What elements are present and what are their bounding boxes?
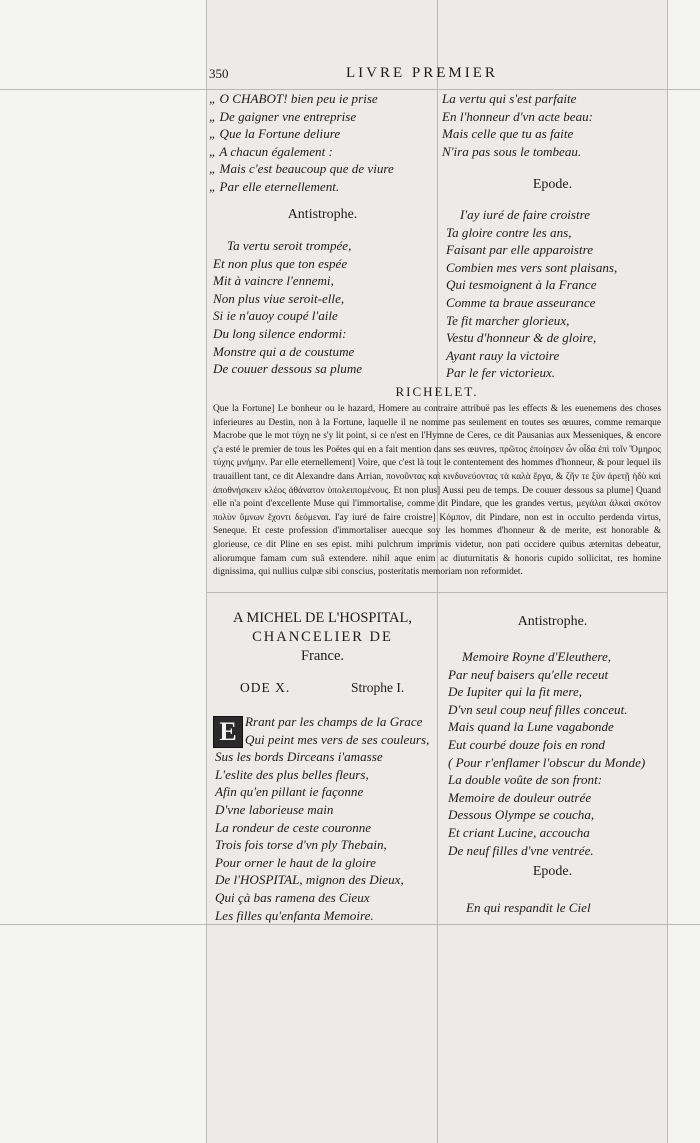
commentary-heading: RICHELET.: [395, 384, 479, 399]
epode-heading: Epode.: [532, 864, 573, 879]
verse-line: De neuf filles d'vne ventrée.: [448, 842, 594, 858]
verse-line: „ A chacun également :: [209, 143, 333, 159]
upper-right-stanza: [442, 90, 593, 160]
verse-line: „ Mais c'est beaucoup que de viure: [209, 161, 394, 177]
verse-line: Rrant par les champs de la Grace: [245, 714, 423, 729]
verse-line: De l'HOSPITAL, mignon des Dieux,: [215, 872, 404, 888]
antistrophe-heading: Antistrophe.: [287, 207, 358, 222]
verse-line: Trois fois torse d'vn ply Thebain,: [215, 837, 387, 853]
page-number: 350: [209, 66, 229, 81]
verse-line: Faisant par elle apparoistre: [446, 242, 594, 258]
antistrophe-stanza: [213, 237, 362, 378]
verse-line: En qui respandit le Ciel: [466, 900, 591, 915]
verse-line: La double voûte de son front:: [448, 772, 603, 788]
commentary-text: [213, 403, 661, 580]
verse-line: D'vn seul coup neuf filles conceut.: [448, 701, 628, 717]
verse-line: Eut courbé douze fois en rond: [448, 736, 605, 752]
verse-line: Monstre qui a de coustume: [213, 343, 355, 359]
verse-line: Combien mes vers sont plaisans,: [446, 259, 618, 275]
commentary-paragraph: Que la Fortune] Le bonheur ou le hazard, Homere au contraire attribuë pas les effects & les euenemens des choses inferieures au Destin, non à la Fortune, laquelle il ne nomme pas seulement en toutes ses œuures, comme remarque Macrobe que le mot τύχη ne s'y lit point, si ce n'est en l'Hymne de Ceres, ce dit Pausanias aux Messeniques, & encore ç'a esté le premier de tous les Poëtes qui en a fait mention dans ses œuvres, πρῶτος ἐποίησεν ὧν οἶδα ἐπὶ τοῖν Ὅμηρος τύχης μνήμην. Par elle eternellement] Voire, que c'est là tout le contentement des hommes d'honneur, & pour lequel ils trauaillent tant, ce dit Alexandre dans Arrian, πονοῦντας καὶ κινδυνεύοντας τὰ καλὰ ἔργα, & ζῆν τε ξὺν ἀρετῇ ἡδὺ καὶ ἀποθνήσκειν κλέος ἀθάνατον ὑπολειπομένους. Et non plus] Aussi peu de temps. De couuer dessous sa plume] Quand elle n'a point d'excellente Muse qui l'immortalise, comme dit Pindare, que les grandes vertus, μεγάλαι ἀλκαὶ σκότον πολὺν ὕμνων ἔχοντι δεόμεναι. I'ay iuré de faire croistre] Κόμπον, dit Pindare, non est in occulto perdenda virtus, Seneque. Et ceste profession d'immortaliser auecque soy les hommes d'honneur & de merite, est honorable & glorieuse, ce dit Pline en ses epist. mihi pulchrum imprimis videtur, non pati occidere quibus æternitas debeatur, aliorumque famam cum suâ extendere. nihil aque enim ac diuturnitatis & honoris cupido sollicitat, res homine dignissima, qui nullius culpæ sibi conscius, posteritatis memoriam non reformidet.: [213, 404, 661, 578]
verse-line: La rondeur de ceste couronne: [215, 819, 372, 835]
running-title: LIVRE PREMIER: [346, 65, 498, 81]
dedication-block: [210, 609, 435, 666]
verse-line: „ Par elle eternellement.: [209, 178, 340, 194]
verse-line: Qui peint mes vers de ses couleurs,: [245, 731, 430, 747]
verse-line: Mais quand la Lune vagabonde: [448, 719, 614, 735]
verse-line: Ta gloire contre les ans,: [446, 224, 572, 240]
verse-line: Par neuf baisers qu'elle receut: [448, 666, 609, 682]
antistrophe-stanza: [448, 648, 645, 859]
verse-line: En l'honneur d'vn acte beau:: [442, 108, 594, 124]
verse-line: Les filles qu'enfanta Memoire.: [215, 907, 374, 923]
verse-line: Te fit marcher glorieux,: [446, 312, 570, 328]
verse-line: L'eslite des plus belles fleurs,: [215, 766, 369, 782]
verse-line: La vertu qui s'est parfaite: [442, 91, 577, 106]
verse-line: Dessous Olympe se coucha,: [448, 807, 595, 823]
verse-line: D'vne laborieuse main: [215, 801, 334, 817]
verse-line: „ O CHABOT! bien peu ie prise: [209, 91, 378, 106]
verse-line: Ta vertu seroit trompée,: [227, 238, 352, 253]
verse-line: Et non plus que ton espée: [213, 255, 348, 271]
ornamental-initial: E: [213, 716, 243, 748]
verse-line: Si ie n'auoy coupé l'aile: [213, 308, 338, 324]
strophe-label: Strophe I.: [351, 680, 405, 695]
verse-line: De couuer dessous sa plume: [213, 361, 363, 377]
verse-line: Comme ta braue asseurance: [446, 294, 596, 310]
verse-line: Qui tesmoignent à la France: [446, 277, 597, 293]
verse-line: Ayant rauy la victoire: [446, 347, 560, 363]
dedication-line: A MICHEL DE L'HOSPITAL,: [233, 610, 412, 626]
verse-line: N'ira pas sous le tombeau.: [442, 143, 582, 159]
verse-line: Par le fer victorieux.: [446, 365, 556, 381]
page-header: [206, 66, 668, 88]
verse-line: Mais celle que tu as faite: [442, 126, 574, 142]
scan-rule: [206, 0, 207, 1143]
epode-stanza: [446, 206, 617, 382]
verse-line: I'ay iuré de faire croistre: [460, 207, 591, 222]
verse-line: Afin qu'en pillant ie façonne: [215, 784, 364, 800]
strophe-stanza: [215, 713, 429, 924]
verse-line: Du long silence endormi:: [213, 325, 347, 341]
scan-rule: [667, 0, 668, 1143]
verse-line: Qui çà bas ramena des Cieux: [215, 889, 370, 905]
upper-left-stanza: [209, 90, 394, 196]
verse-line: De Iupiter qui la fit mere,: [448, 684, 583, 700]
antistrophe-heading: Antistrophe.: [517, 614, 588, 629]
verse-line: Et criant Lucine, accoucha: [448, 824, 590, 840]
dedication-line: CHANCELIER DE: [252, 629, 393, 645]
scan-rule: [206, 592, 668, 593]
verse-line: Sus les bords Dirceans i'amasse: [215, 749, 383, 765]
epode-stanza: [466, 899, 591, 917]
verse-line: Pour orner le haut de la gloire: [215, 854, 376, 870]
verse-line: Mit à vaincre l'ennemi,: [213, 273, 334, 289]
verse-line: „ De gaigner vne entreprise: [209, 108, 357, 124]
verse-line: ( Pour r'enflamer l'obscur du Monde): [448, 754, 646, 770]
verse-line: Vestu d'honneur & de gloire,: [446, 330, 597, 346]
verse-line: Non plus viue seroit-elle,: [213, 290, 345, 306]
verse-line: „ Que la Fortune deliure: [209, 126, 341, 142]
epode-heading: Epode.: [532, 177, 573, 192]
ode-label: ODE X.: [240, 680, 291, 695]
dedication-line: France.: [300, 648, 345, 664]
scan-rule: [0, 924, 700, 925]
verse-line: Memoire Royne d'Eleuthere,: [462, 649, 612, 664]
verse-line: Memoire de douleur outrée: [448, 789, 592, 805]
